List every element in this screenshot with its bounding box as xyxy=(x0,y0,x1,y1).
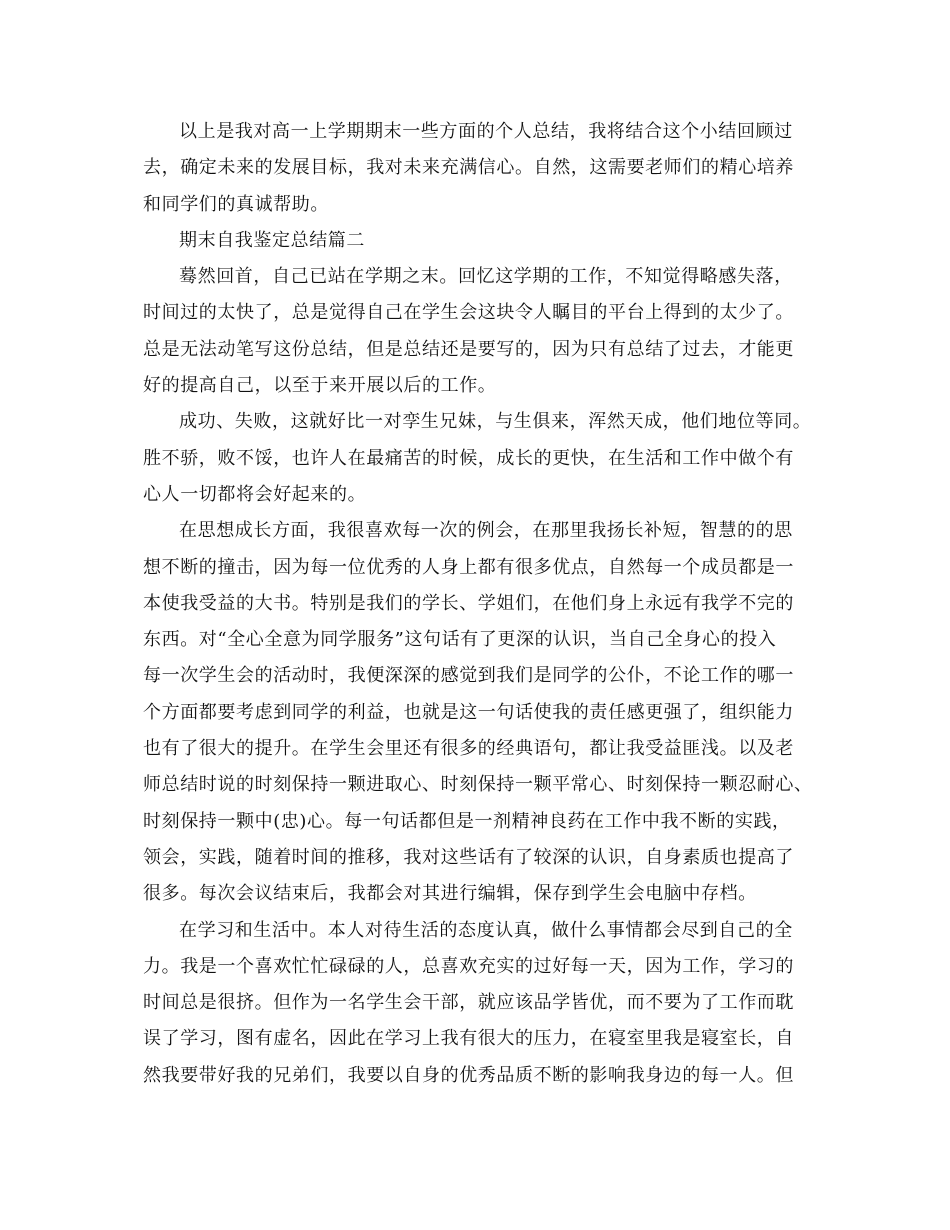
text-line: 每一次学生会的活动时，我便深深的感觉到我们是同学的公仆，不论工作的哪一 xyxy=(143,665,794,687)
text-line: 去，确定未来的发展目标，我对未来充满信心。自然，这需要老师们的精心培养 xyxy=(143,157,794,179)
text-line: 总是无法动笔写这份总结，但是总结还是要写的，因为只有总结了过去，才能更 xyxy=(143,338,794,360)
text-line: 胜不骄，败不馁，也许人在最痛苦的时候，成长的更快，在生活和工作中做个有 xyxy=(143,447,794,469)
text-line: 和同学们的真诚帮助。 xyxy=(143,193,329,215)
text-line: 很多。每次会议结束后，我都会对其进行编辑，保存到学生会电脑中存档。 xyxy=(143,883,757,905)
document-body xyxy=(143,114,813,1094)
text-line: 领会，实践，随着时间的推移，我对这些话有了较深的认识，自身素质也提高了 xyxy=(143,846,794,868)
text-line: 在学习和生活中。本人对待生活的态度认真，做什么事情都会尽到自己的全 xyxy=(179,919,793,941)
text-line: 蓦然回首，自己已站在学期之末。回忆这学期的工作，不知觉得略感失落， xyxy=(179,266,793,288)
text-line: 心人一切都将会好起来的。 xyxy=(143,483,367,505)
text-line: 个方面都要考虑到同学的利益，也就是这一句话使我的责任感更强了，组织能力 xyxy=(143,701,794,723)
text-line: 师总结时说的时刻保持一颗进取心、时刻保持一颗平常心、时刻保持一颗忍耐心、 xyxy=(143,774,813,796)
text-line: 在思想成长方面，我很喜欢每一次的例会，在那里我扬长补短，智慧的的思 xyxy=(179,520,793,542)
text-line: 成功、失败，这就好比一对孪生兄妹，与生俱来，浑然天成，他们地位等同。 xyxy=(179,411,812,433)
section-heading: 期末自我鉴定总结篇二 xyxy=(179,229,365,251)
text-line: 想不断的撞击，因为每一位优秀的人身上都有很多优点，自然每一个成员都是一 xyxy=(143,556,794,578)
text-line: 东西。对“全心全意为同学服务”这句话有了更深的认识，当自己全身心的投入 xyxy=(143,629,777,651)
text-line: 误了学习，图有虚名，因此在学习上我有很大的压力，在寝室里我是寝室长，自 xyxy=(143,1028,794,1050)
text-line: 然我要带好我的兄弟们，我要以自身的优秀品质不断的影响我身边的每一人。但 xyxy=(143,1064,794,1086)
text-line: 时刻保持一颗中(忠)心。每一句话都但是一剂精神良药在工作中我不断的实践， xyxy=(143,810,791,832)
text-line: 时间总是很挤。但作为一名学生会干部，就应该品学皆优，而不要为了工作而耽 xyxy=(143,992,794,1014)
text-line: 本使我受益的大书。特别是我们的学长、学姐们，在他们身上永远有我学不完的 xyxy=(143,592,794,614)
text-line: 时间过的太快了，总是觉得自己在学生会这块令人瞩目的平台上得到的太少了。 xyxy=(143,302,794,324)
text-line: 也有了很大的提升。在学生会里还有很多的经典语句，都让我受益匪浅。以及老 xyxy=(143,738,794,760)
text-line: 好的提高自己，以至于来开展以后的工作。 xyxy=(143,375,497,397)
text-line: 力。我是一个喜欢忙忙碌碌的人，总喜欢充实的过好每一天，因为工作，学习的 xyxy=(143,955,794,977)
text-line: 以上是我对高一上学期期末一些方面的个人总结，我将结合这个小结回顾过 xyxy=(179,121,793,142)
